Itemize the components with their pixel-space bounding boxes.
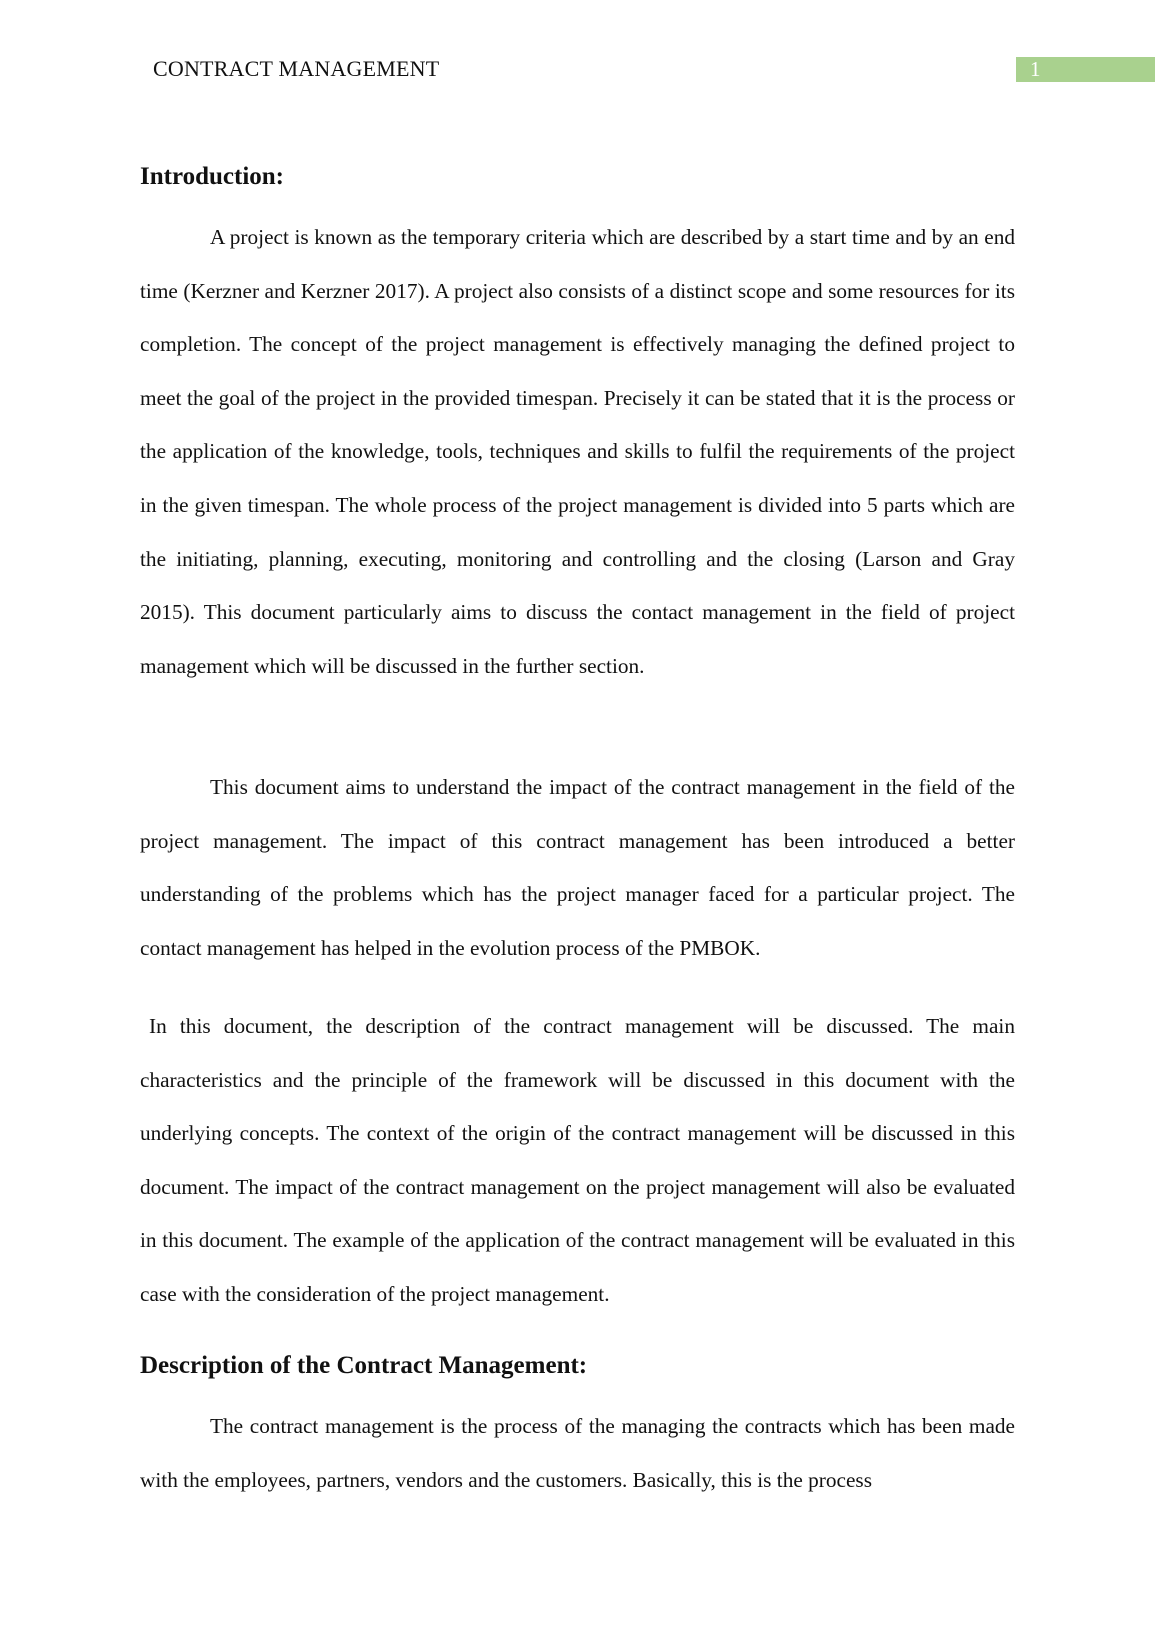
paragraph-intro-1: A project is known as the temporary criteria which are described by a start time and by an end time (Kerzner and Kerzner 2017). A project also consists of a distinct scope and some resources for its completion. The concept of the project management is effectively managing the defined project to meet the goal of the project in the provided timespan. Precisely it can be stated that it is the process or the application of the knowledge, tools, techniques and skills to fulfil the requirements of the project in the given timespan. The whole process of the project management is divided into 5 parts which are the initiating, planning, executing, monitoring and controlling and the closing (Larson and Gray 2015). This document particularly aims to discuss the contact management in the field of project management which will be discussed in the further section. bbox=[140, 225, 1015, 678]
paragraph-intro-2: This document aims to understand the impact of the contract management in the field of the project management. The impact of this contract management has been introduced a better understanding of the problems which has the project manager faced for a particular project. The contact management has helped in the evolution process of the PMBOK. bbox=[140, 775, 1015, 960]
section-heading-introduction: Introduction: bbox=[140, 163, 285, 190]
section-heading-description: Description of the Contract Management: bbox=[140, 1352, 588, 1379]
page-number: 1 bbox=[1016, 57, 1155, 82]
paragraph-description-1: The contract management is the process of the managing the contracts which has been made with the employees, partners, vendors and the customers. Basically, this is the process bbox=[140, 1414, 1015, 1492]
running-head: CONTRACT MANAGEMENT bbox=[153, 56, 440, 81]
paragraph-intro-3: In this document, the description of the contract management will be discussed. The main characteristics and the principle of the framework will be discussed in this document with the underlying concepts. The context of the origin of the contract management will be discussed in this document. The impact of the contract management on the project management will also be evaluated in this document. The example of the application of the contract management will be evaluated in this case with the consideration of the project management. bbox=[140, 1014, 1015, 1306]
